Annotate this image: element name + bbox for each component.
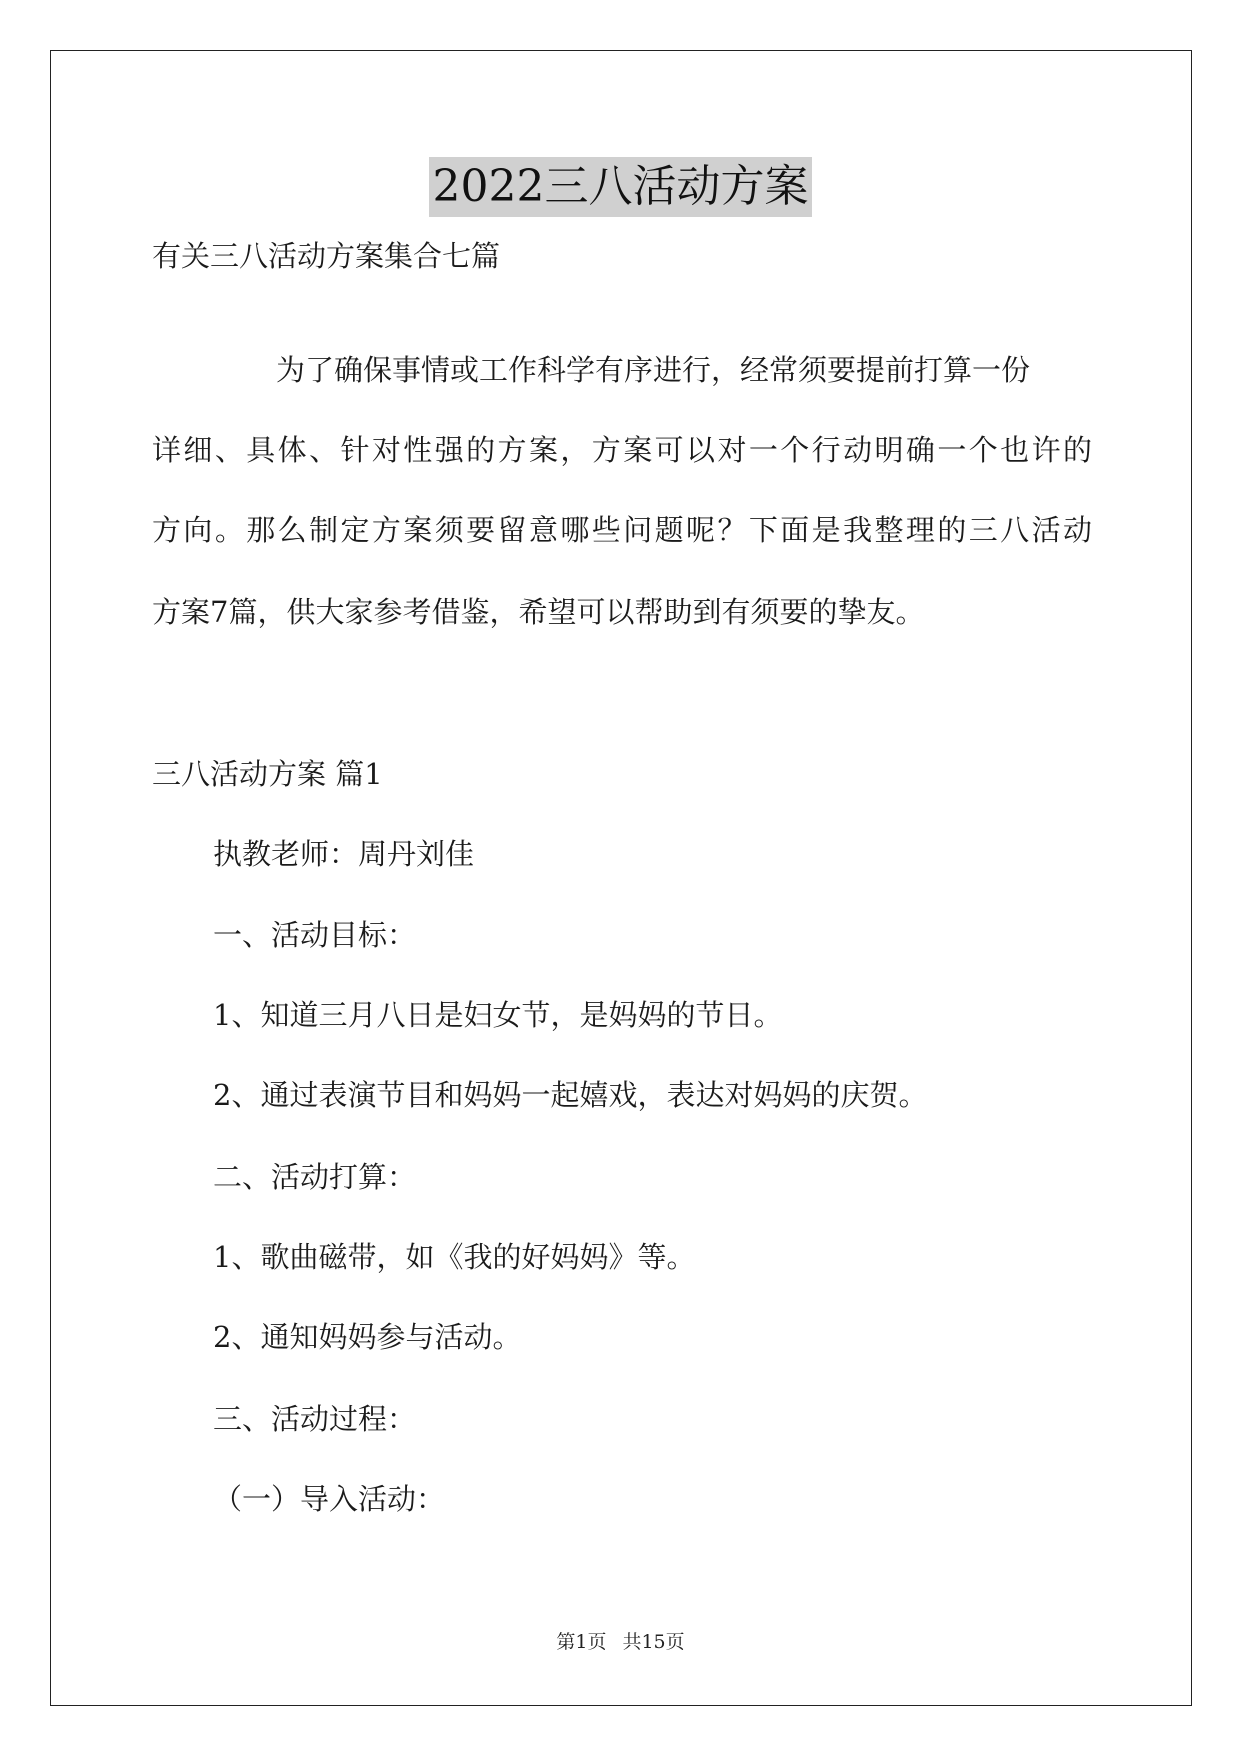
title-container: [0, 157, 1241, 217]
document-title: 2022三八活动方案: [429, 157, 813, 217]
body-line: 2、通过表演节目和妈妈一起嬉戏，表达对妈妈的庆贺。: [213, 1078, 928, 1112]
page-number: 第1页: [556, 1631, 607, 1653]
document-subtitle: 有关三八活动方案集合七篇: [152, 239, 501, 273]
body-line: 一、活动目标：: [213, 918, 417, 952]
body-line: 执教老师：周丹刘佳: [213, 837, 475, 871]
intro-line-3: 方向。那么制定方案须要留意哪些问题呢？下面是我整理的三八活动: [152, 513, 1092, 547]
body-line: 1、知道三月八日是妇女节，是妈妈的节日。: [213, 998, 783, 1032]
section-heading: 三八活动方案 篇1: [152, 757, 383, 791]
body-line: 1、歌曲磁带，如《我的好妈妈》等。: [213, 1240, 696, 1274]
body-line: 2、通知妈妈参与活动。: [213, 1320, 522, 1354]
intro-line-4: 方案7篇，供大家参考借鉴，希望可以帮助到有须要的挚友。: [152, 595, 925, 629]
page-total: 共15页: [622, 1631, 685, 1653]
body-line: 三、活动过程：: [213, 1402, 417, 1436]
body-line: 二、活动打算：: [213, 1160, 417, 1194]
page-border: [50, 50, 1192, 1706]
page-footer: [0, 1630, 1241, 1654]
intro-line-1: 为了确保事情或工作科学有序进行，经常须要提前打算一份: [276, 353, 1031, 387]
body-line: （一）导入活动：: [213, 1482, 446, 1516]
intro-line-2: 详细、具体、针对性强的方案，方案可以对一个行动明确一个也许的: [152, 433, 1092, 467]
